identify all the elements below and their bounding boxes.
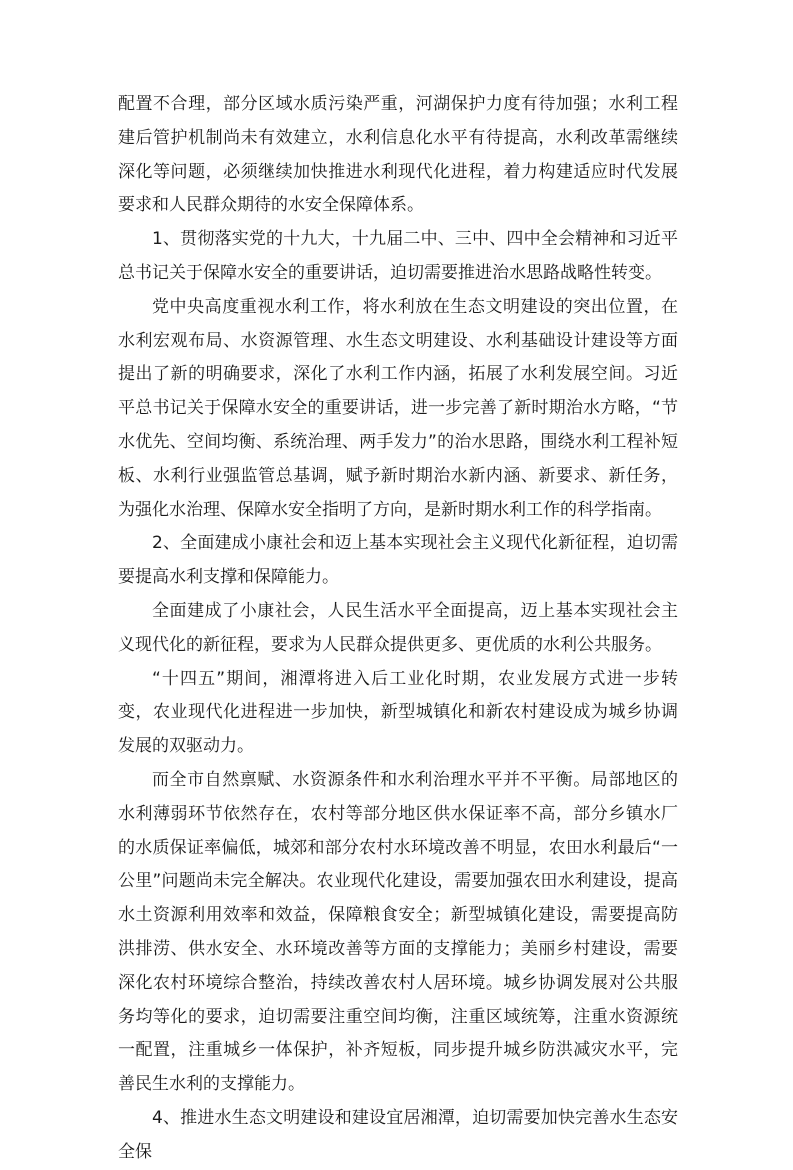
paragraph-item-1-body: 党中央高度重视水利工作，将水利放在生态文明建设的突出位置，在水利宏观布局、水资源管理、水生态文明建设、水利基础设计建设等方面提出了新的明确要求，深化了水利工作内涵，拓展了水利发展空间。习近平总书记关于保障水安全的重要讲话，进一步完善了新时期治水方略，“节水优先、空间均衡、系统治理、两手发力”的治水思路，围绕水利工程补短板、水利行业强监管总基调，赋予新时期治水新内涵、新要求、新任务，为强化水治理、保障水安全指明了方向，是新时期水利工作的科学指南。 [118, 296, 678, 520]
paragraph-item-2-heading: 2、全面建成小康社会和迈上基本实现社会主义现代化新征程，迫切需要提高水利支撑和保障能力。 [118, 533, 678, 588]
paragraph-item-2-body-c: 而全市自然禀赋、水资源条件和水利治理水平并不平衡。局部地区的水利薄弱环节依然存在，农村等部分地区供水保证率不高，部分乡镇水厂的水质保证率偏低，城郊和部分农村水环境改善不明显，农田水利最后“一公里”问题尚未完全解决。农业现代化建设，需要加强农田水利建设，提高水土资源利用效率和效益，保障粮食安全；新型城镇化建设，需要提高防洪排涝、供水安全、水环境改善等方面的支撑能力；美丽乡村建设，需要深化农村环境综合整治，持续改善农村人居环境。城乡协调发展对公共服务均等化的要求，迫切需要注重空间均衡，注重区域统筹，注重水资源统一配置，注重城乡一体保护，补齐短板，同步提升城乡防洪减灾水平，完善民生水利的支撑能力。 [118, 769, 678, 1095]
paragraph-item-2-body-b: “十四五”期间，湘潭将进入后工业化时期，农业发展方式进一步转变，农业现代化进程进一步加快，新型城镇化和新农村建设成为城乡协调发展的双驱动力。 [118, 668, 678, 757]
document-body [118, 88, 678, 1170]
paragraph-item-2-body-a: 全面建成了小康社会，人民生活水平全面提高，迈上基本实现社会主义现代化的新征程，要求为人民群众提供更多、更优质的水利公共服务。 [118, 600, 678, 655]
paragraph-item-1-heading: 1、贯彻落实党的十九大，十九届二中、三中、四中全会精神和习近平总书记关于保障水安全的重要讲话，迫切需要推进治水思路战略性转变。 [118, 229, 678, 283]
paragraph-continuation: 配置不合理，部分区域水质污染严重，河湖保护力度有待加强；水利工程建后管护机制尚未有效建立，水利信息化水平有待提高，水利改革需继续深化等问题，必须继续加快推进水利现代化进程，着力构建适应时代发展要求和人民群众期待的水安全保障体系。 [118, 94, 678, 216]
paragraph-item-4-heading: 4、推进水生态文明建设和建设宜居湘潭，迫切需要加快完善水生态安全保 [118, 1107, 678, 1162]
